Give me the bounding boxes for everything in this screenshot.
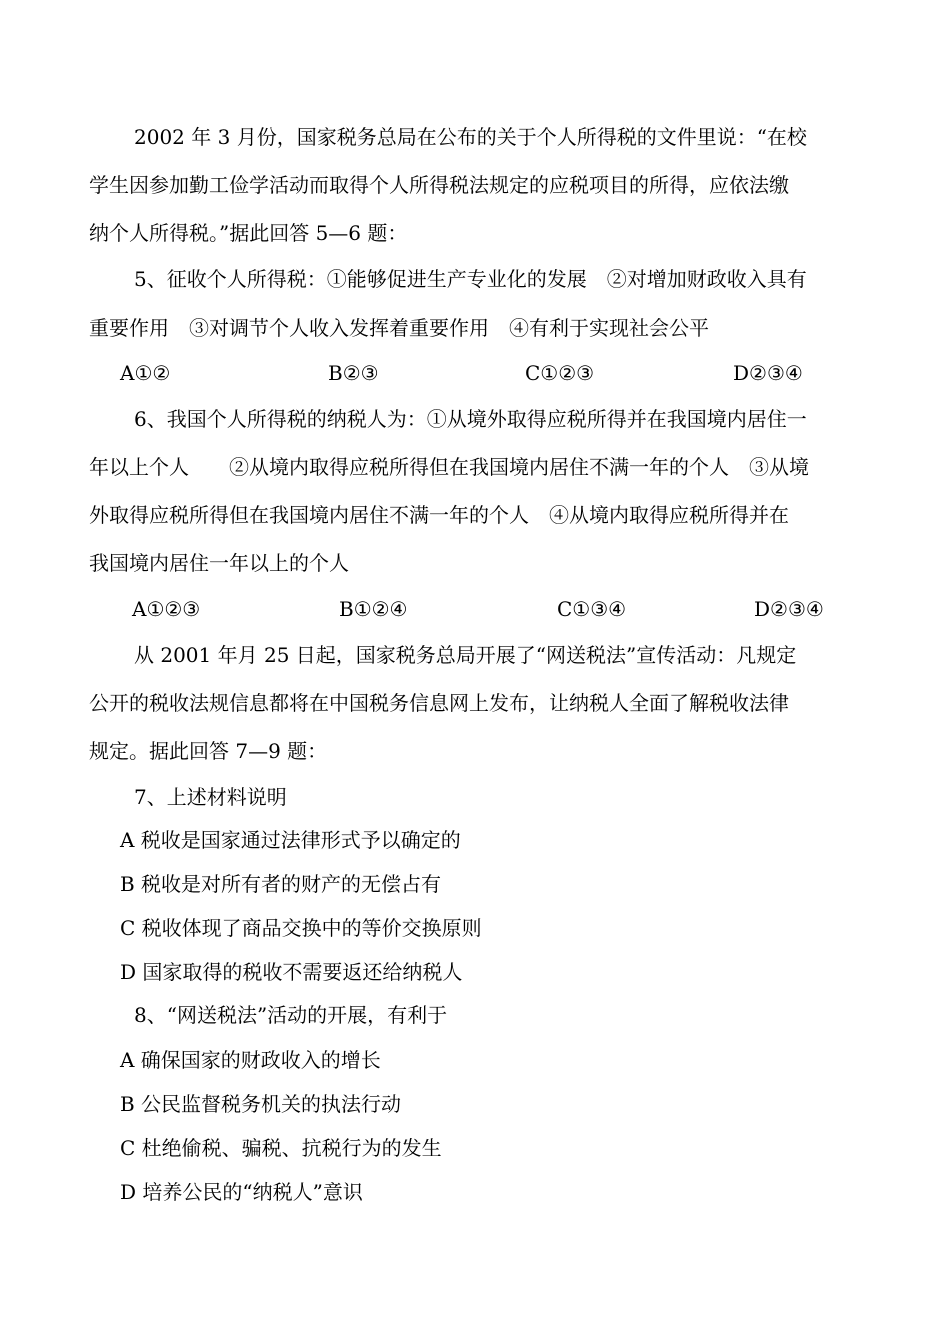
q6-stem-line-2: 年以上个人 ②从境内取得应税所得但在我国境内居住不满一年的个人 ③从境 [89, 455, 809, 479]
q7-option-a: A 税收是国家通过法律形式予以确定的 [120, 828, 461, 852]
intro1-line-3: 纳个人所得税。”据此回答 5—6 题： [89, 221, 408, 245]
q5-option-d: D②③④ [733, 361, 803, 385]
q6-option-b: B①②④ [339, 597, 408, 621]
q8-stem: 8、“网送税法”活动的开展，有利于 [134, 1003, 448, 1027]
q8-option-d: D 培养公民的“纳税人”意识 [120, 1180, 363, 1204]
q7-option-b: B 税收是对所有者的财产的无偿占有 [120, 872, 442, 896]
intro2-line-3: 规定。据此回答 7—9 题： [89, 739, 328, 763]
q8-option-c: C 杜绝偷税、骗税、抗税行为的发生 [120, 1136, 442, 1160]
intro2-line-1: 从 2001 年月 25 日起，国家税务总局开展了“网送税法”宣传活动：凡规定 [134, 643, 797, 667]
q6-stem-line-3: 外取得应税所得但在我国境内居住不满一年的个人 ④从境内取得应税所得并在 [89, 503, 789, 527]
q5-option-c: C①②③ [525, 361, 595, 385]
intro1-line-2: 学生因参加勤工俭学活动而取得个人所得税法规定的应税项目的所得，应依法缴 [89, 173, 789, 197]
q6-stem-line-1: 6、我国个人所得税的纳税人为：①从境外取得应税所得并在我国境内居住一 [134, 407, 807, 431]
q7-stem: 7、上述材料说明 [134, 785, 287, 809]
q7-option-d: D 国家取得的税收不需要返还给纳税人 [120, 960, 463, 984]
intro2-line-2: 公开的税收法规信息都将在中国税务信息网上发布，让纳税人全面了解税收法律 [89, 691, 789, 715]
q5-stem-line-2: 重要作用 ③对调节个人收入发挥着重要作用 ④有利于实现社会公平 [89, 316, 709, 340]
q7-option-c: C 税收体现了商品交换中的等价交换原则 [120, 916, 482, 940]
q6-option-a: A①②③ [132, 597, 201, 621]
q6-option-c: C①③④ [557, 597, 627, 621]
q8-option-b: B 公民监督税务机关的执法行动 [120, 1092, 402, 1116]
q6-option-d: D②③④ [754, 597, 824, 621]
q5-option-a: A①② [120, 361, 171, 385]
q6-stem-line-4: 我国境内居住一年以上的个人 [89, 551, 349, 575]
q5-stem-line-1: 5、征收个人所得税：①能够促进生产专业化的发展 ②对增加财政收入具有 [134, 267, 807, 291]
q5-option-b: B②③ [328, 361, 379, 385]
q8-option-a: A 确保国家的财政收入的增长 [120, 1048, 381, 1072]
intro1-line-1: 2002 年 3 月份，国家税务总局在公布的关于个人所得税的文件里说：“在校 [134, 125, 807, 149]
